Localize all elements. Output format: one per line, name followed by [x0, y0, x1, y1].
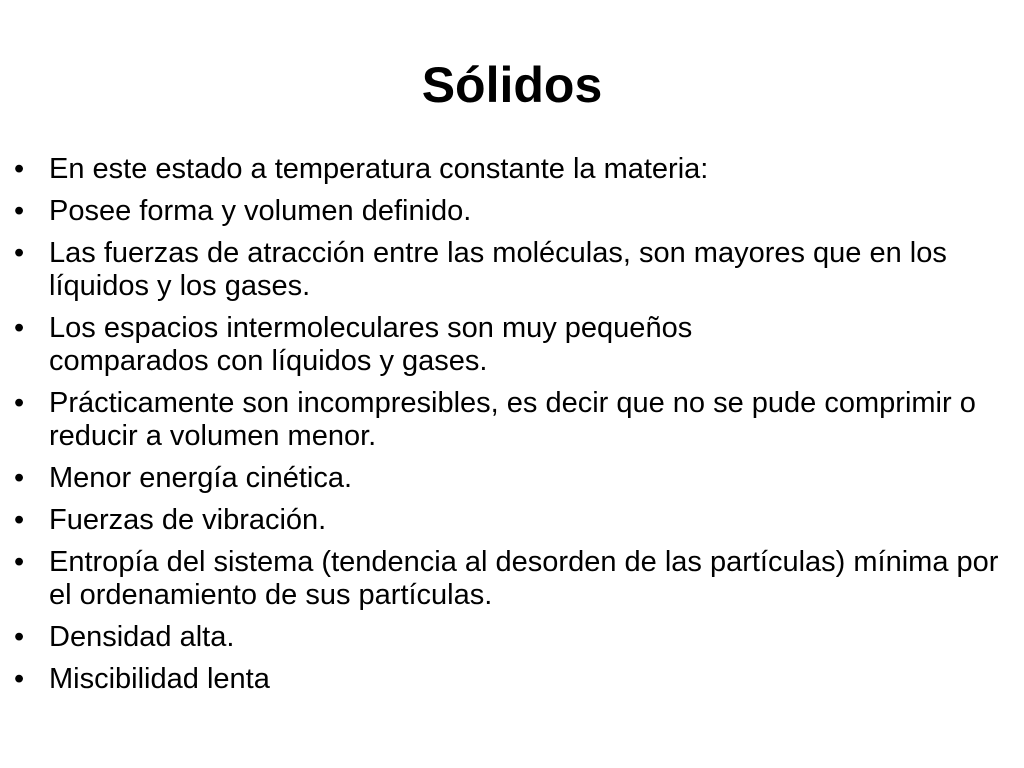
bullet-item: • Menor energía cinética.: [49, 462, 1014, 495]
bullet-item: • Posee forma y volumen definido.: [49, 195, 1014, 228]
bullet-item: • Prácticamente son incompresibles, es decir que no se pude comprimir o reducir a volumen menor.: [49, 387, 1014, 453]
bullet-item: • Miscibilidad lenta: [49, 663, 1014, 696]
bullet-item: • Los espacios intermoleculares son muy pequeños comparados con líquidos y gases.: [49, 312, 1014, 378]
bullet-item: • Entropía del sistema (tendencia al desorden de las partículas) mínima por el ordenamiento de sus partículas.: [49, 546, 1014, 612]
bullet-item: • Fuerzas de vibración.: [49, 504, 1014, 537]
bullet-item: • Las fuerzas de atracción entre las moléculas, son mayores que en los líquidos y los gases.: [49, 237, 1014, 303]
bullet-item: • Densidad alta.: [49, 621, 1014, 654]
bullet-list: [49, 153, 1014, 705]
slide-title: Sólidos: [421, 57, 603, 113]
bullet-item: • En este estado a temperatura constante la materia:: [49, 153, 1014, 186]
